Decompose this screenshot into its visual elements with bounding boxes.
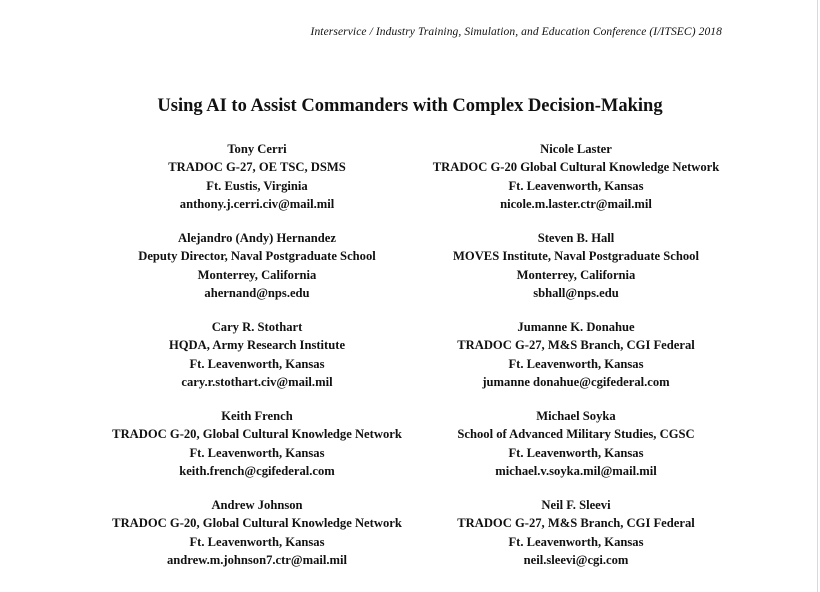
author-block <box>77 496 437 570</box>
author-affiliation: TRADOC G-20 Global Cultural Knowledge Network <box>432 160 720 175</box>
author-email: cary.r.stothart.civ@mail.mil <box>181 375 333 390</box>
author-list <box>0 140 820 590</box>
author-location: Monterrey, California <box>197 267 317 282</box>
author-affiliation: TRADOC G-27, M&S Branch, CGI Federal <box>457 338 695 353</box>
author-name: Keith French <box>221 409 293 423</box>
author-email: jumanne donahue@cgifederal.com <box>482 375 670 390</box>
author-location: Ft. Leavenworth, Kansas <box>189 356 325 371</box>
author-name: Jumanne K. Donahue <box>517 320 635 334</box>
author-email: michael.v.soyka.mil@mail.mil <box>495 464 657 479</box>
author-email: keith.french@cgifederal.com <box>179 464 335 479</box>
author-email: andrew.m.johnson7.ctr@mail.mil <box>166 553 348 568</box>
author-name: Andrew Johnson <box>211 498 303 512</box>
author-location: Ft. Leavenworth, Kansas <box>508 178 644 193</box>
author-name: Tony Cerri <box>227 142 287 156</box>
author-email: ahernand@nps.edu <box>204 286 310 301</box>
author-affiliation: TRADOC G-20, Global Cultural Knowledge Network <box>112 427 402 442</box>
author-block <box>77 229 437 303</box>
author-block <box>396 318 756 392</box>
author-email: nicole.m.laster.ctr@mail.mil <box>500 197 652 212</box>
author-affiliation: TRADOC G-27, M&S Branch, CGI Federal <box>457 516 695 531</box>
author-email: neil.sleevi@cgi.com <box>523 553 629 568</box>
author-affiliation: MOVES Institute, Naval Postgraduate School <box>453 249 699 264</box>
author-name: Cary R. Stothart <box>211 320 303 334</box>
author-location: Ft. Leavenworth, Kansas <box>508 445 644 460</box>
author-location: Monterrey, California <box>516 267 636 282</box>
author-location: Ft. Leavenworth, Kansas <box>508 534 644 549</box>
author-name: Steven B. Hall <box>537 231 615 245</box>
author-name: Neil F. Sleevi <box>541 498 611 512</box>
author-block <box>77 407 437 481</box>
author-name: Alejandro (Andy) Hernandez <box>178 231 336 245</box>
author-block <box>77 140 437 214</box>
author-location: Ft. Leavenworth, Kansas <box>189 534 325 549</box>
author-block <box>396 407 756 481</box>
author-affiliation: HQDA, Army Research Institute <box>168 338 346 353</box>
author-block <box>396 496 756 570</box>
author-block <box>396 229 756 303</box>
author-affiliation: School of Advanced Military Studies, CGSC <box>457 427 695 442</box>
author-affiliation: TRADOC G-20, Global Cultural Knowledge Network <box>112 516 402 531</box>
paper-title: Using AI to Assist Commanders with Complex Decision-Making <box>157 96 663 116</box>
author-location: Ft. Leavenworth, Kansas <box>189 445 325 460</box>
running-header: Interservice / Industry Training, Simulation, and Education Conference (I/ITSEC) 2018 <box>310 26 722 38</box>
author-location: Ft. Leavenworth, Kansas <box>508 356 644 371</box>
author-name: Nicole Laster <box>540 142 612 156</box>
author-affiliation: TRADOC G-27, OE TSC, DSMS <box>168 160 346 175</box>
author-email: sbhall@nps.edu <box>533 286 619 301</box>
author-block <box>396 140 756 214</box>
author-location: Ft. Eustis, Virginia <box>206 178 308 193</box>
author-name: Michael Soyka <box>536 409 616 423</box>
author-block <box>77 318 437 392</box>
author-affiliation: Deputy Director, Naval Postgraduate School <box>138 249 376 264</box>
author-email: anthony.j.cerri.civ@mail.mil <box>179 197 335 212</box>
